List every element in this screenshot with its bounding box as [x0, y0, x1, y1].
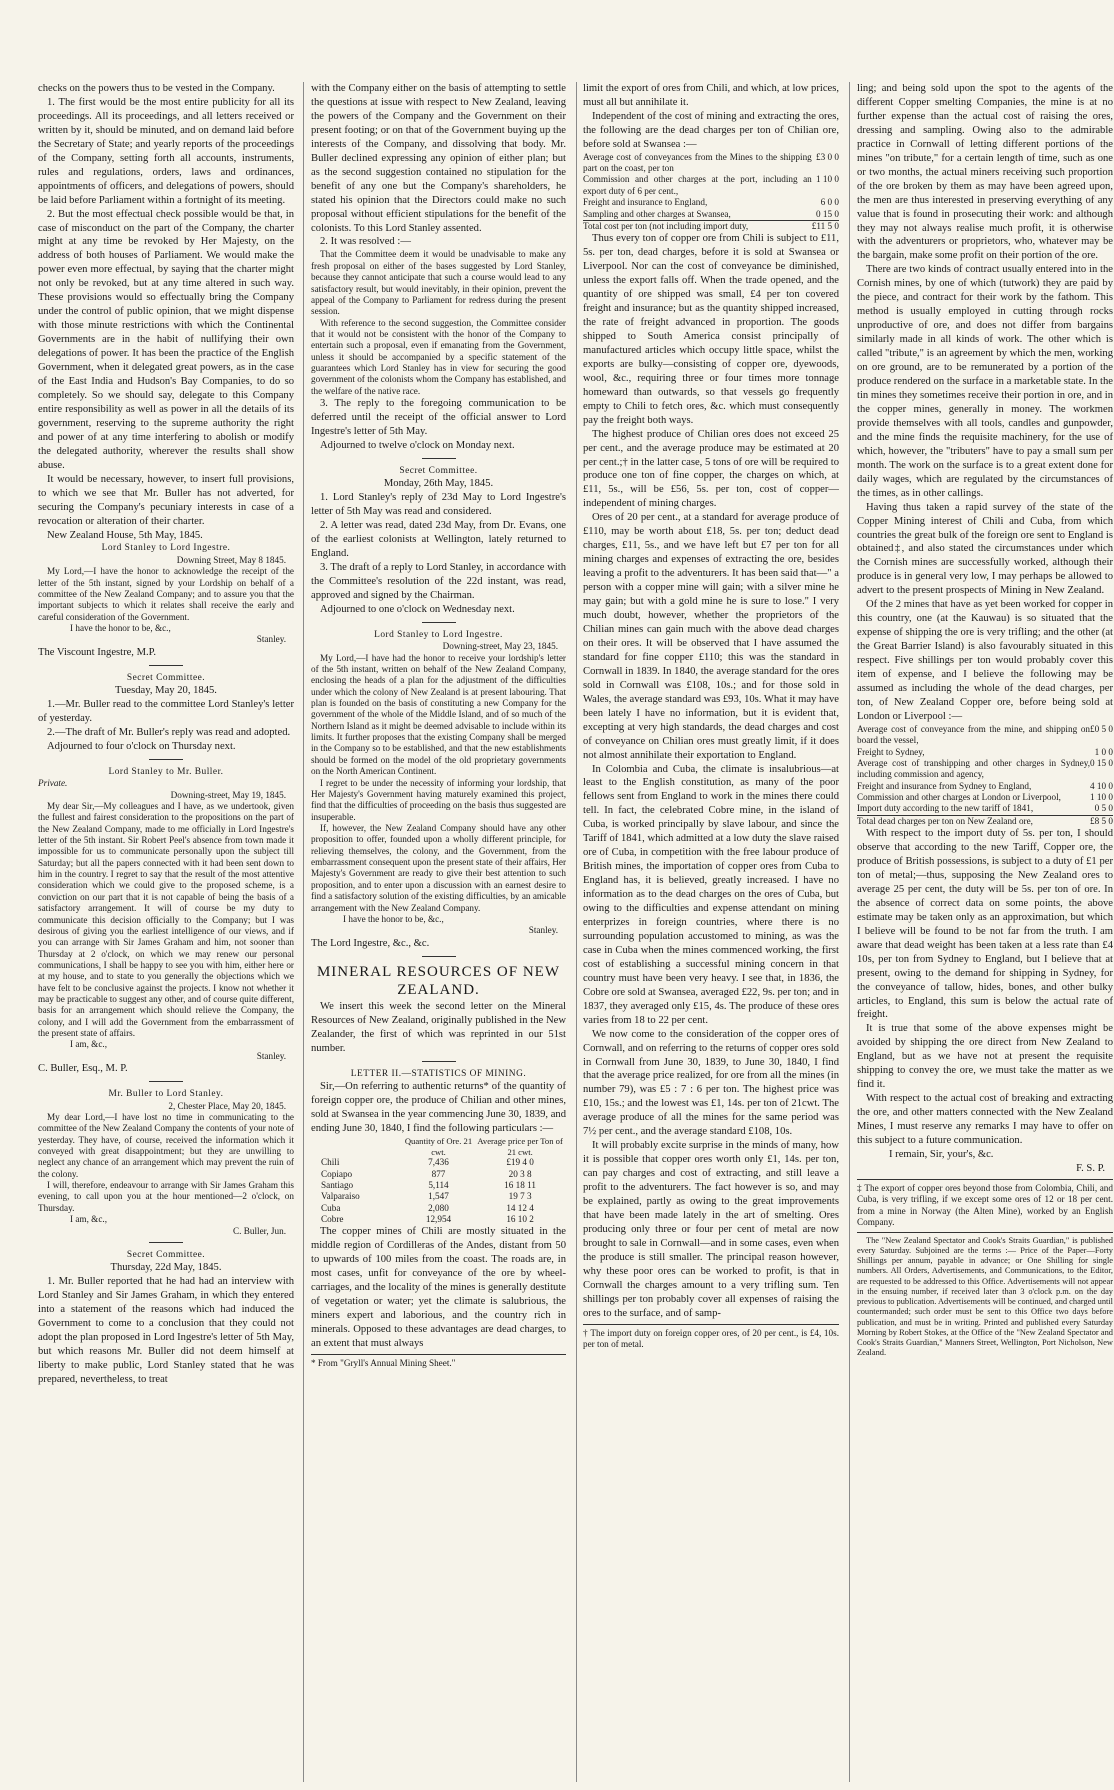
table-header-row — [311, 1136, 566, 1157]
dateline: Downing Street, May 8 1845. — [176, 554, 286, 565]
table-cell: 6 0 0 — [820, 197, 839, 208]
table-cell: Freight and insurance from Sydney to England, — [857, 780, 1032, 791]
resolution: With reference to the second suggestion, the Committee consider that it would not be consistent with the honor of the Company to entertain such a proposal, even if emanating from the Government, unless it should be accompanied by a specific statement of the guarantees which Lord Stanley has in view for securing the good government of the colonists whom the Company has established, and the welfare of the native race. — [311, 317, 566, 396]
dateline: Downing-street, May 19, 1845. — [170, 789, 286, 800]
paragraph: It will probably excite surprise in the minds of many, how it is possible that copper ores worth only £1, 14s. per ton, can pay charges and cost of extracting, and still leave a profit to the adventurers. The fact however is so, and may be explained, partly as owing to the great improvements that have been made lately in the art of smelting. Ores producing only three or four per cent of metal are now brought to sale in Cornwall—and in some cases, even when the produce is still smaller. The principal reason however, why these poor ores can be worked to profit, is that in Cornwall the charges amount to a very trifling sum. Ten shillings per ton probably cover all expenses of raising the ores to the surface, and of samp- — [583, 1140, 839, 1319]
table-row — [311, 1169, 566, 1180]
signature: Stanley. — [256, 634, 286, 645]
table-total-row — [583, 220, 839, 232]
table-cell: 2,080 — [428, 1202, 449, 1213]
letter-heading: Lord Stanley to Lord Ingestre. — [101, 543, 231, 554]
paragraph: 3. The draft of a reply to Lord Stanley, in accordance with the Committee's resolution of the 22d instant, was read, approved and signed by the Chairman. — [311, 562, 566, 601]
table-cell: 7,436 — [428, 1157, 449, 1168]
letter-body: My dear Sir,—My colleagues and I have, as we undertook, given the fullest and fairest consideration to the propositions on the part of the New Zealand Company, made to me officially in Lord Ingestre's letter of the 5th instant. Sir Robert Peel's absence from town made it impossible for us to communicate personally upon the subject till Saturday; but all the papers connected with it had been sent down to him in the country. I regret to say that the result of the most attentive consideration which we could give to the proposed scheme, is a conviction on our part that it is not capable of being the basis of a satisfactory arrangement. It will of course be my duty to communicate this decision officially to the Company; but I was desirous of giving you the earliest intelligence of our views, and if you can arrange with Sir James Graham and him, not sooner than Thursday at 2 o'clock, on which we may renew our personal communications, I shall be happy to see you with him, either here or at my house, and to state to you generally the objections which we have felt to be conclusive against the projects. I know not whether it may be practicable to suggest any other, and of course quite different, basis for an arrangement which should relieve the Company, the colony, and I will add the Government from the embarrassment of the present state of affairs. — [38, 800, 294, 1039]
paragraph: 1. Mr. Buller reported that he had had an interview with Lord Stanley and Sir James Graham, in which they entered into a statement of the reasons which had induced the Government to come to a conclusion that they could not adopt the plan proposed in Lord Ingestre's letter of 5th May, but which reasons Mr. Buller did not deem himself at liberty to make public, Lord Stanley stated that he was prepared, nevertheless, to treat — [38, 1276, 294, 1385]
footnote: † The import duty on foreign copper ores, of 20 per cent., is £4, 10s. per ton of metal. — [583, 1327, 839, 1350]
table-cell: Copiapo — [321, 1168, 353, 1179]
table-cell: 16 10 2 — [506, 1214, 534, 1225]
table-cell: 4 10 0 — [1090, 780, 1113, 791]
paragraph: 1.—Mr. Buller read to the committee Lord Stanley's letter of yesterday. — [38, 699, 294, 724]
column-1 — [38, 82, 294, 1387]
paragraph: 2. But the most effectual check possible would be that, in case of misconduct on the part of the Company, the charter might at any time be revoked by Her Majesty, on the address of both houses of Parliament. We would make the power even more effectual, by saying that the charter might not only be revoked, but at any time altered in such way. These provisions would so effectually bring the Company under the control of public opinion, that we might dispense with those minute restrictions with which the Continental Governments are in the habit of nullifying their own delegations of power. It has been the practice of the English Government, when it delegated great powers, as in the case of the East India and Hudson's Bay Companies, to do so completely. So we should say, delegate to this Company entire responsibility as well as power in all the details of its government, reserving to the supreme authority the right and power of at any time interfering to abolish or modify the delegated authority, wherever the results shall show abuse. — [38, 208, 294, 471]
table-cell: 0 15 0 — [1090, 757, 1113, 768]
footnote: ‡ The export of copper ores beyond those from Colombia, Chili, and Cuba, is very trifling, if we except some ores of 12 or 18 per cent. from a mine in Norway (the Alten Mine), worked by an English Company. — [857, 1182, 1113, 1228]
divider — [422, 1061, 456, 1062]
article-intro: We insert this week the second letter on the Mineral Resources of New Zealand, originally published in the New Zealander, the first of which was reprinted in our 51st number. — [311, 1001, 566, 1054]
letter-closing: I am, &c., — [70, 1214, 107, 1225]
paragraph: The copper mines of Chili are mostly situated in the middle region of Cordilleras of the Andes, distant from 50 to upwards of 100 miles from the coast. The roads are, in most cases, unfit for conveyance of the ore by wheel-carriages, and the locality of the mines is generally destitute of vegetation or water; yet the climate is salubrious, the miners expert and laborious, and the country rich in minerals. Opposed to these advantages are dead charges, to an extent that must always — [311, 1226, 566, 1350]
table-row — [857, 803, 1113, 815]
table-row — [583, 209, 839, 221]
paragraph: With respect to the actual cost of breaking and extracting the ore, and other matters connected with the New Zealand Mines, I must reserve any remarks I may have to offer on this subject to a future communication. — [857, 1093, 1113, 1147]
paragraph: ling; and being sold upon the spot to the agents of the different Copper smelting Companies, the mine is at no further expense than the actual cost of raising the ores, dressing and sampling. Owing also to the admirable practice in Cornwall of letting different portions of the mines "on tribute," for a certain length of time, such as one or two months, the actual miners receiving such proportion of the ore broken by them as may have been agreed upon, the men are thus interested in preserving everything of any value that is found in prosecuting their work: and although they may not always realise much profit, it is otherwise with the adventurers or proprietors, who, whatever may be the bargain, make some profit on their portion of the ore. — [857, 83, 1113, 262]
letter-heading: LETTER II.—STATISTICS OF MINING. — [350, 1068, 527, 1079]
signature: F. S. P. — [1076, 1162, 1105, 1174]
dateline: Thursday, 22d May, 1845. — [110, 1262, 222, 1274]
divider — [149, 759, 183, 760]
table-cell: Cuba — [321, 1202, 341, 1213]
paragraph: Thus every ton of copper ore from Chili is subject to £11, 5s. per ton, dead charges, before it is sold at Swansea or Liverpool. Nor can the cost of conveyance be diminished, unless the export falls off. When the trade opened, and the quantity of ore shipped was small, £4 per ton covered freight and insurance; but as the quantity shipped increased, the rate of freight advanced in proportion. The goods shipped to South America consist principally of manufactured articles which occupy little space, whilst the exports are bulky—consisting of copper ore, dyewoods, wool, &c., requiring three or four times more tonnage homeward than outwards, so that vessels go frequently empty to Chili to fetch ores, &c. which must consequently pay the freight both ways. — [583, 233, 839, 426]
paragraph: Independent of the cost of mining and extracting the ores, the following are the dead charges per ton of Chilian ore, before sold at Swansea :— — [583, 110, 839, 150]
dateline: Tuesday, May 20, 1845. — [115, 685, 217, 697]
column-rule — [849, 82, 850, 1782]
addressee: C. Buller, Esq., M. P. — [38, 1063, 128, 1075]
column-2 — [311, 82, 566, 1369]
table-cell: Freight to Sydney, — [857, 746, 925, 757]
table-cell: 1 0 0 — [1094, 746, 1113, 757]
paragraph: 1. The first would be the most entire publicity for all its proceedings. All its proceedings, and all letters received or written by it, should be minuted, and on demand laid before the Secretary of State; and yearly reports of the proceedings of the Company, setting forth all accounts, instruments, rules and regulations, orders, laws and ordinances, appointments of officers, and delegations of powers, should be laid before Parliament within a fortnight of its meeting. — [38, 96, 294, 206]
dateline: 2, Chester Place, May 20, 1845. — [168, 1100, 286, 1111]
paragraph: 2. A letter was read, dated 23d May, from Dr. Evans, one of the earliest colonists at Wellington, lately returned to England. — [311, 520, 566, 560]
letter-body: I will, therefore, endeavour to arrange with Sir James Graham this evening, to call upon you at the hour mentioned—2 o'clock, on Thursday. — [38, 1180, 294, 1213]
table-cell: Valparaiso — [321, 1191, 360, 1202]
paragraph: It would be necessary, however, to insert full provisions, to which we see that Mr. Buller has not adverted, for securing the Company's pecuniary interests in case of a revocation or alteration of their charter. — [38, 473, 294, 527]
letter-body: My dear Lord,—I have lost no time in communicating to the committee of the New Zealand Company the contents of your note of yesterday. They have, of course, received the information which it conveyed with great disappointment; but they are unwilling to neglect any chance of an arrangement which may prevent the ruin of the colony. — [38, 1111, 294, 1179]
paragraph: Ores of 20 per cent., at a standard for average produce of £110, may be worth about £18, 5s. per ton; deduct dead charges, £11, 5s., and we have left but £7 per ton for all mining charges and expenses of extracting the ore, besides leaving a profit to the adventurers. It has been said that—" a person with a copper mine will gain; with a silver mine he may gain; but with a gold mine he is sure to lose." I very much doubt, however, whether the proprietors of the Chilian mines can gain much with the above dead charges on their ores. It will be observed that I have assumed the standard for fine copper £110; this was the standard in Cornwall in 1839. In 1840, the average standard for the ores sold in Cornwall was £108, 10s.; and for those sold in Wales, the average standard was £93, 10s. What it may have been lately I have no information, but it is evident that, excepting at very high standards, the dead charges and cost of conveyance on Chilian ores must greatly limit, if it does not almost annihilate their exportation to England. — [583, 512, 839, 761]
divider — [149, 665, 183, 666]
table-cell: £19 4 0 — [506, 1157, 534, 1168]
table-cell: 0 5 0 — [1094, 803, 1113, 814]
paragraph: Adjourned to four o'clock on Thursday next. — [47, 740, 236, 752]
footnote-rule — [857, 1179, 1113, 1180]
table-cell: Cobre — [321, 1214, 344, 1225]
letter-body: My Lord,—I have the honor to acknowledge the receipt of the letter of the 5th instant, signed by your Lordship on behalf of a committee of the New Zealand Company; and to assure you that the important subjects to which it relates shall receive the early and careful consideration of the Government. — [38, 566, 294, 622]
table-total-row — [857, 815, 1113, 827]
table-row — [857, 781, 1113, 792]
table-cell: 1 10 0 — [816, 174, 839, 185]
table-cell: 1,547 — [428, 1191, 449, 1202]
paragraph: 3. The reply to the foregoing communication to be deferred until the receipt of the official answer to Lord Ingestre's letter of 5th May. — [311, 398, 566, 438]
paragraph: Sir,—On referring to authentic returns* of the quantity of foreign copper ore, the produce of Chilian and other mines, sold at Swansea in the year commencing June 30, 1839, and ending June 30, 1840, I find the following particulars :— — [311, 1081, 566, 1135]
letter-heading: Mr. Buller to Lord Stanley. — [108, 1089, 224, 1100]
section-heading: Secret Committee. — [126, 1249, 206, 1260]
resolution: That the Committee deem it would be unadvisable to make any fresh proposal on either of the bases suggested by Lord Stanley, because they cannot anticipate that such a course would lead to any satisfactory result, but would inevitably, in their opinion, prevent the appeal of the Company to Parliament for redress during the present session. — [311, 249, 566, 317]
table-cell: Total dead charges per ton on New Zealand ore, — [857, 815, 1090, 827]
table-row — [311, 1157, 566, 1168]
paragraph: There are two kinds of contract usually entered into in the Cornish mines, by one of which (tutwork) they are paid by the piece, and contract for their work by the fathom. This method is usually employed in cutting through rocks unproductive of ore, and does not differ from bargains similarly made in all kinds of work. The other which is called "tribute," is an agreement by which the men, working on ore ground, are to be remunerated by a portion of the produce rendered on the surface in a marketable state. In the tin mines they sometimes receive their portion in ore, and in the copper mines, generally in money. The workmen provide themselves with all tools, candles and gunpowder, and the mine finds the requisite machinery, for the use of which, however, the "tributers" have to pay a small sum per month. The work on the surface is to a great extent done for daily wages, which are regulated by the circumstances of the times, as in other callings. — [857, 264, 1113, 499]
table-row — [311, 1214, 566, 1225]
letter-body: My Lord,—I have had the honor to receive your lordship's letter of the 5th instant, written on behalf of the New Zealand Company, enclosing the heads of a plan for the adjustment of the difficulties under which the colony of New Zealand is at present labouring. That plan is founded on the basis of constituting a new Company for the government of the whole of the Middle Island, and of so much of the Northern Island as it might be deemed advisable to include within its limits. It further proposes that the existing Company shall be merged in the Company so to be established, and that the new establishments should be formed on the model of the old proprietary governments on the North American Continent. — [311, 652, 566, 777]
table-row — [583, 152, 839, 175]
paragraph: We now come to the consideration of the copper ores of Cornwall, and on referring to the returns of copper ores sold in Cornwall from June 30, 1839, to June 30, 1840, I find that the average price realized, for ore from all the mines (in number 79), was £5 : 7 : 6 per ton. The highest price was £10, 15s.; and the lowest was £1, 14s. per ton of 21cwt. The average produce of all the mines for the same period was 7½ per cent., and the average standard £108, 10s. — [583, 1028, 839, 1138]
cost-table — [583, 152, 839, 233]
table-cell: Commission and other charges at the port, including an export duty of 6 per cent., — [583, 174, 812, 196]
paragraph: with the Company either on the basis of attempting to settle the questions at issue with respect to New Zealand, leaving the powers of the Company and the Government on their present footing; or on that of the Government buying up the interests of the Company, and dissolving that body. Mr. Buller declined expressing any opinion of either plan; but as the second suggestion contained no stipulation for the benefit of any one but the Company's shareholders, he stated his opinion that the Directors could make no such proposal without efficient stipulations for the benefit of the colonists. To this Lord Stanley assented. — [311, 83, 566, 234]
letter-closing: I have the honor to be, &c., — [343, 913, 444, 924]
paragraph: It is true that some of the above expenses might be avoided by shipping the ore direct from New Zealand to England, but as we have not at present the requisite shipping to convey the ore, we must take the matter as we find it. — [857, 1023, 1113, 1091]
divider — [149, 1242, 183, 1243]
paragraph: The highest produce of Chilian ores does not exceed 25 per cent., and the average produce may be estimated at 20 per cent.;† in the latter case, 5 tons of ore will be required to produce one ton of fine copper, the charges on which, at £11, 5s., will be £56, 5s. per ton, cost of copper—independent of mining charges. — [583, 428, 839, 510]
divider — [422, 956, 456, 957]
private-label: Private. — [38, 778, 68, 789]
column-header: Quantity of Ore. 21 cwt. — [404, 1136, 473, 1157]
divider — [422, 622, 456, 623]
divider — [422, 458, 456, 459]
paragraph: checks on the powers thus to be vested in the Company. — [38, 83, 275, 94]
nz-cost-table — [857, 724, 1113, 827]
dateline: Monday, 26th May, 1845. — [383, 478, 494, 490]
table-row — [583, 174, 839, 197]
paragraph: 2.—The draft of Mr. Buller's reply was read and adopted. — [47, 726, 291, 738]
footnote: * From "Gryll's Annual Mining Sheet." — [311, 1358, 456, 1368]
divider — [149, 1081, 183, 1082]
signature: Stanley. — [528, 925, 558, 936]
letter-closing: I have the honor to be, &c., — [70, 623, 171, 633]
table-cell: 14 12 4 — [506, 1202, 534, 1213]
column-4 — [857, 82, 1113, 1359]
signature: Stanley. — [256, 1050, 286, 1061]
table-cell: 12,954 — [425, 1214, 452, 1225]
table-row — [857, 724, 1113, 747]
letter-closing: I remain, Sir, your's, &c. — [889, 1149, 994, 1160]
signature: C. Buller, Jun. — [233, 1225, 286, 1236]
imprint: The "New Zealand Spectator and Cook's Straits Guardian," is published every Saturday. Subjoined are the terms :— Price of the Paper—Forty Shillings per annum, payable in advance; or One Shilling for single numbers. All Orders, Advertisements, and Communications, to the Editor, are requested to be addressed to this Office. Advertisements will not appear in the ensuing number, if received later than 3 o'clock p.m. on the day previous to publication. Advertisements will be continued, and charged until countermanded; such order must be sent to this Office two days before publication, and must be in writing. Printed and published every Saturday Morning by Robert Stokes, at the Office of the "New Zealand Spectator and Cook's Straits Guardian," Manners Street, Wellington, Port Nicholson, New Zealand. — [857, 1235, 1113, 1358]
table-cell: Total cost per ton (not including import duty, — [583, 220, 812, 232]
paragraph: With respect to the import duty of 5s. per ton, I should observe that according to the new Tariff, Copper ore, the produce of British possessions, is subject to a duty of £1 per ton of metal;—thus, supposing the New Zealand ores to average 25 per cent, the duty will be 5s. per ton of ore. In the absence of correct data on some points, the above estimate may be taken only as an approximation, but which I believe will be found to be not far from the truth. I am aware that dead weight has been taken at a less rate than £4 10s, per ton from Sydney to England, but I believe that at present, owing to the demand for shipping in Sydney, for the conveyance of tallow, hides, bones, and other bulky articles, to England, this sum is below the actual rate of freight. — [857, 828, 1113, 1021]
paragraph: limit the export of ores from Chili, and which, at low prices, must all but annihilate it. — [583, 83, 839, 108]
table-row — [583, 197, 839, 208]
footnote-rule — [311, 1354, 566, 1355]
table-cell: Average cost of transhipping and other charges in Sydney, including commission and agency, — [857, 757, 1091, 780]
addressee: The Viscount Ingestre, M.P. — [38, 646, 157, 658]
paragraph: In Colombia and Cuba, the climate is insalubrious—at least to the English constitution, as many of the poor fellows sent from England to work in the mines there could tell. In fact, the celebrated Cobre mine, in the island of Cuba, is worked principally by slave labour, and since the Tariff of 1841, which admitted at a low duty the slave raised ore of Cuba, in competition with the free labour produce of British mines, the importation of copper ores from Cuba to England has, it is believed, greatly increased. I have no information as to the dead charges on the ores of Cuba, but owing to the difficulties and expense attendant on mining enterprizes in foreign countries, where there is no surrounding population accustomed to mining, as was the case in Cuba when the mines commenced working, the first cost of establishing a successful mining concern in that country must have been very heavy. I see that, in 1836, the Cobre ore sold at Swansea, averaged £22, 9s. per ton; and in 1837, they averaged only £15, 4s. The produce of these ores varies from 18 to 22 per cent. — [583, 763, 839, 1026]
article-headline: MINERAL RESOURCES OF NEW ZEALAND. — [316, 963, 561, 999]
paragraph: Adjourned to one o'clock on Wednesday next. — [320, 603, 515, 615]
column-rule — [303, 82, 304, 1782]
letter-heading: Lord Stanley to Lord Ingestre. — [374, 629, 503, 640]
letter-heading: Lord Stanley to Mr. Buller. — [108, 766, 224, 777]
table-cell: 20 3 8 — [508, 1168, 532, 1179]
dateline: Downing-street, May 23, 1845. — [442, 641, 558, 652]
paragraph: 1. Lord Stanley's reply of 23d May to Lord Ingestre's letter of 5th May was read and considered. — [311, 492, 566, 518]
column-3 — [583, 82, 839, 1350]
table-row — [857, 747, 1113, 758]
table-cell: 16 18 11 — [504, 1179, 536, 1190]
column-header: Average price per Ton of 21 cwt. — [477, 1136, 563, 1157]
table-row — [857, 758, 1113, 781]
table-cell: 1 10 0 — [1090, 792, 1113, 802]
table-cell: Import duty according to the new tariff of 1841, — [857, 803, 1034, 814]
table-cell: 5,114 — [428, 1179, 449, 1190]
footnote-rule — [583, 1324, 839, 1325]
table-cell: Average cost of conveyance from the mine, and shipping on board the vessel, — [857, 723, 1091, 746]
paragraph: Of the 2 mines that have as yet been worked for copper in this country, one (at the Kauwau) is so situated that the expense of shipping the ore is very trifling; and the other (at the Great Barrier Island) is also favourably situated in this respect. Five shillings per ton would probably cover this item of expense, and I believe the following may be assumed as including the whole of the dead charges, per ton, of New Zealand Copper ore, before being sold at London or Liverpool :— — [857, 599, 1113, 722]
section-heading: Secret Committee. — [399, 465, 478, 476]
addressee: The Lord Ingestre, &c., &c. — [311, 937, 430, 949]
ore-table — [311, 1136, 566, 1225]
table-cell: 877 — [431, 1168, 446, 1179]
table-cell: 0 15 0 — [816, 208, 839, 219]
table-cell: £3 0 0 — [816, 151, 839, 162]
table-row — [857, 792, 1113, 803]
letter-closing: I am, &c., — [70, 1039, 107, 1050]
section-heading: Secret Committee. — [126, 672, 206, 683]
table-cell: Average cost of conveyances from the Mines to the shipping part on the coast, per ton — [583, 151, 812, 174]
table-cell: £8 5 0 — [1090, 815, 1113, 826]
dateline: New Zealand House, 5th May, 1845. — [47, 529, 203, 541]
paragraph: 2. It was resolved :— — [320, 236, 411, 248]
divider — [857, 1232, 1113, 1233]
table-row — [311, 1203, 566, 1214]
table-row — [311, 1180, 566, 1191]
column-rule — [576, 82, 577, 1782]
table-cell: £11 5 0 — [811, 220, 839, 231]
paragraph: Adjourned to twelve o'clock on Monday next. — [320, 439, 515, 451]
table-cell: 19 7 3 — [508, 1191, 532, 1202]
table-row — [311, 1191, 566, 1202]
table-cell: Santiago — [321, 1179, 354, 1190]
table-cell: £0 5 0 — [1090, 723, 1113, 734]
table-cell: Chili — [321, 1157, 340, 1168]
table-cell: Sampling and other charges at Swansea, — [583, 208, 731, 219]
letter-body: I regret to be under the necessity of informing your lordship, that Her Majesty's Government having maturely examined this project, find that the difficulties of proceeding on the basis thus suggested are insuperable. — [311, 777, 566, 822]
table-cell: Freight and insurance to England, — [583, 197, 708, 208]
table-cell: Commission and other charges at London or Liverpool, — [857, 792, 1061, 802]
paragraph: Having thus taken a rapid survey of the state of the Copper Mining interest of Chili and Cuba, from which countries the great bulk of the foreign ore sent to England is obtained‡, and also stated the circumstances under which the Cornish mines are successfully worked, although their produce is in general very low, I may perhaps be allowed to advert to the present prospects of Mining in New Zealand. — [857, 501, 1113, 597]
letter-body: If, however, the New Zealand Company should have any other proposition to offer, founded upon a wholly different principle, for relieving themselves, the colony, and the Government, from the embarrassment consequent upon the present state of their affairs, Her Majesty's Government are ready to give their best attention to such proposition, and to enter upon a discussion with an earnest desire to find a satisfactory solution of the existing difficulties, by an amicable arrangement with the New Zealand Company. — [311, 822, 566, 913]
